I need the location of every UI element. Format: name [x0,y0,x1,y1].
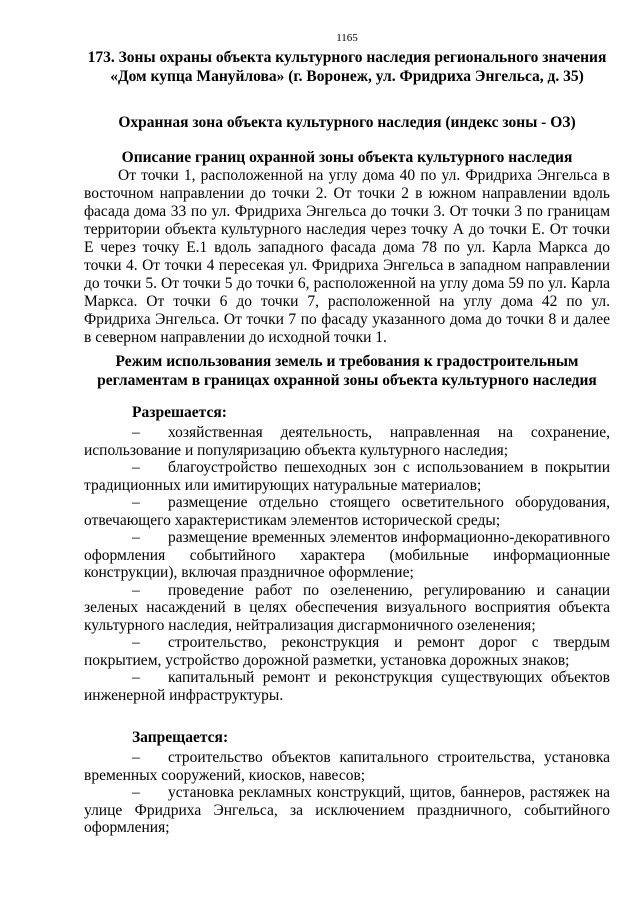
dash-marker: – [132,529,140,546]
boundary-section [84,148,610,347]
dash-marker: – [132,669,140,686]
list-item-text: благоустройство пешеходных зон с использованием в покрытии традиционных или имитирующих натуральные материалов; [84,459,610,494]
dash-marker: – [132,581,140,599]
list-item-text: хозяйственная деятельность, направленная на сохранение, использование и популяризацию объекта культурного наследия; [84,424,610,459]
list-item-text: капитальный ремонт и реконструкция существующих объектов инженерной инфраструктуры. [84,669,610,704]
list-item [84,669,610,704]
list-item-text: размещение отдельно стоящего осветительного оборудования, отвечающего характеристикам элементов исторической среды; [84,494,610,529]
list-item [84,749,610,784]
boundary-description: От точки 1, расположенной на углу дома 40 по ул. Фридриха Энгельса в восточном направлении до точки 2. От точки 2 в южном направлении вдоль фасада дома 33 по ул. Фридриха Энгельса до точки 3. От точки 3 по границам территории объекта культурного наследия через точку А до точки Е. От точки Е через точку Е.1 вдоль западного фасада дома 78 по ул. Карла Маркса до точки 4. От точки 4 пересекая ул. Фридриха Энгельса в западном направлении до точки 5. От точки 5 до точки 6, расположенной на углу дома 59 по ул. Карла Маркса. От точки 6 до точки 7, расположенной на углу дома 42 по ул. Фридриха Энгельса. От точки 7 по фасаду указанного дома до точки 8 и далее в северном направлении до исходной точки 1. [84,167,610,346]
forbidden-heading: Запрещается: [132,729,229,746]
list-item [84,459,610,494]
forbidden-section [84,728,610,837]
dash-marker: – [132,459,140,476]
regime-title: Режим использования земель и требования к градостроительным регламентам в границах охранной зоны объекта культурного наследия [97,353,597,389]
dash-marker: – [132,424,140,441]
list-item [84,424,610,459]
dash-marker: – [132,784,140,801]
boundary-title: Описание границ охранной зоны объекта культурного наследия [121,149,573,166]
list-item [84,634,610,669]
list-item-text: размещение временных элементов информационно-декоративного оформления событийного характера (мобильные информационные конструкции), включая праздничное оформление; [84,529,610,581]
allowed-section [84,403,610,704]
dash-marker: – [132,494,140,511]
allowed-heading: Разрешается: [132,404,227,421]
document-title: 173. Зоны охраны объекта культурного наследия регионального значения «Дом купца Мануйлова» (г. Воронеж, ул. Фридриха Энгельса, д. 35) [87,49,607,85]
list-item-text: проведение работ по озеленению, регулированию и санации зеленых насаждений в целях обеспечения визуального восприятия объекта культурного наследия, нейтрализация дисгармоничного озеленения; [84,581,610,634]
dash-marker: – [132,634,140,651]
list-item [84,494,610,529]
list-item-text: строительство объектов капитального строительства, установка временных сооружений, киосков, навесов; [84,749,610,784]
zone-title: Охранная зона объекта культурного наследия (индекс зоны - ОЗ) [118,114,576,131]
list-item-text: установка рекламных конструкций, щитов, баннеров, растяжек на улице Фридриха Энгельса, за исключением праздничного, событийного оформления; [84,784,610,836]
list-item-text: строительство, реконструкция и ремонт дорог с твердым покрытием, устройство дорожной разметки, установка дорожных знаков; [84,634,610,669]
page-number: 1165 [336,32,358,44]
list-item [84,582,610,635]
list-item [84,784,610,837]
dash-marker: – [132,749,140,766]
list-item [84,529,610,582]
